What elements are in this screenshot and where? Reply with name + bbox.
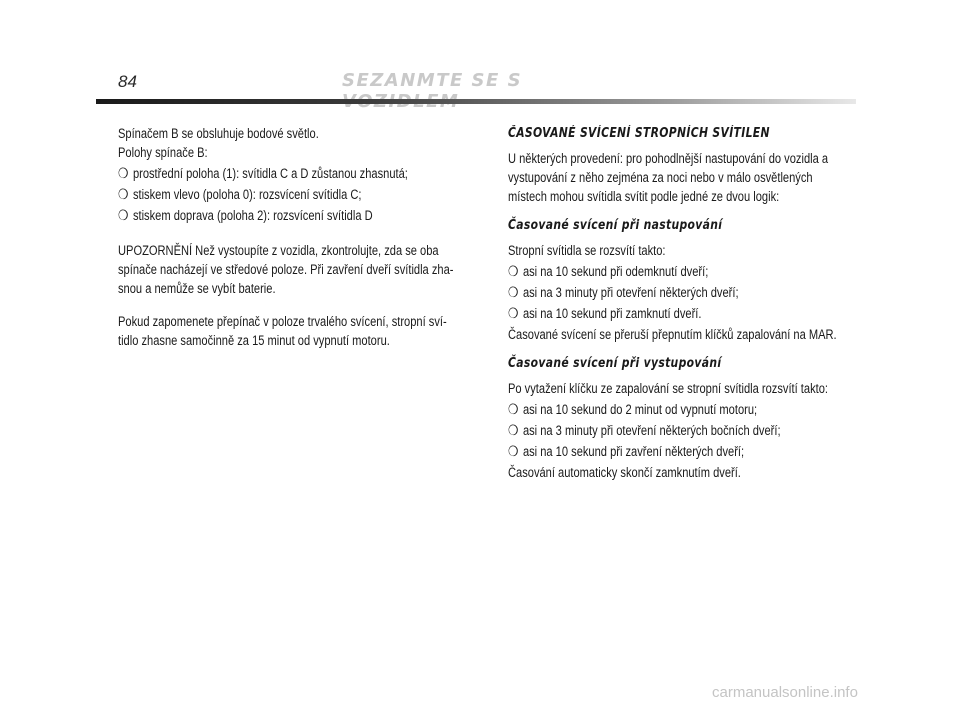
list-item [508, 262, 857, 281]
bullet-circle-icon: ❍ [508, 263, 519, 279]
paragraph-spot-light: Spínačem B se obsluhuje bodové světlo. [118, 126, 319, 141]
list-item [118, 206, 475, 225]
paragraph-switch-positions: Polohy spínače B: [118, 145, 208, 160]
section-intro [508, 149, 857, 206]
exit-note: Časování automaticky skončí zamknutím dveří. [508, 465, 741, 480]
intro-line: vystupování z něho zejména za noci nebo v málo osvětlených [508, 170, 813, 185]
right-column [508, 124, 857, 482]
exit-intro: Po vytažení klíčku ze zapalování se stropní svítidla rozsvítí takto: [508, 381, 828, 396]
bullet-circle-icon: ❍ [508, 305, 519, 321]
list-item-text: prostřední poloha (1): svítidla C a D zůstanou zhasnutá; [132, 166, 408, 181]
entry-note: Časované svícení se přeruší přepnutím klíčků zapalování na MAR. [508, 327, 837, 342]
running-title: SEZANMTE SE S [342, 70, 523, 91]
entry-intro: Stropní svítidla se rozsvítí takto: [508, 243, 666, 258]
intro-line: U některých provedení: pro pohodlnější nastupování do vozidla a [508, 151, 829, 166]
list-item-text: asi na 3 minuty při otevření některých dveří; [522, 285, 739, 300]
intro-line: místech mohou svítidla svítit podle jedné ze dvou logik: [508, 189, 780, 204]
section-heading: ČASOVANÉ SVÍCENÍ STROPNÍCH SVÍTILEN [508, 126, 770, 141]
watermark: carmanualsonline.info [712, 684, 858, 701]
list-item-text: asi na 10 sekund do 2 minut od vypnutí motoru; [522, 402, 758, 417]
list-item [508, 421, 857, 440]
list-item-text: asi na 10 sekund při zamknutí dveří. [522, 306, 702, 321]
bullet-circle-icon: ❍ [508, 443, 519, 459]
bullet-circle-icon: ❍ [118, 165, 129, 181]
bullet-circle-icon: ❍ [508, 284, 519, 300]
warning-paragraph [118, 241, 475, 298]
list-item-text: asi na 10 sekund při odemknutí dveří; [522, 264, 709, 279]
warning-line: snou a nemůže se vybít baterie. [118, 281, 276, 296]
spacer [508, 206, 857, 216]
bullet-circle-icon: ❍ [118, 186, 129, 202]
list-item-text: asi na 10 sekund při zavření některých dveří; [522, 444, 745, 459]
spacer [508, 344, 857, 354]
note-line: Pokud zapomenete přepínač v poloze trvalého svícení, stropní sví- [118, 314, 447, 329]
page-number: 84 [118, 72, 137, 91]
list-item [508, 442, 857, 461]
note-line: tidlo zhasne samočinně za 15 minut od vypnutí motoru. [118, 333, 390, 348]
note-paragraph [118, 312, 475, 350]
header-rule [96, 99, 856, 104]
list-item-text: stiskem vlevo (poloha 0): rozsvícení svítidla C; [132, 187, 362, 202]
subsection-heading-entry: Časované svícení při nastupování [508, 218, 723, 233]
list-item [118, 164, 475, 183]
subsection-heading-exit: Časované svícení při vystupování [508, 356, 722, 371]
spacer [118, 298, 475, 312]
spacer [118, 227, 475, 241]
warning-line: UPOZORNĚNÍ Než vystoupíte z vozidla, zkontrolujte, zda se oba [118, 243, 439, 258]
list-item [508, 283, 857, 302]
warning-line: spínače nacházejí ve středové poloze. Při zavření dveří svítidla zha- [118, 262, 454, 277]
left-column [118, 124, 475, 350]
list-item-text: asi na 3 minuty při otevření některých bočních dveří; [522, 423, 781, 438]
bullet-circle-icon: ❍ [508, 401, 519, 417]
bullet-circle-icon: ❍ [508, 422, 519, 438]
list-item [508, 400, 857, 419]
bullet-circle-icon: ❍ [118, 207, 129, 223]
list-item [118, 185, 475, 204]
list-item-text: stiskem doprava (poloha 2): rozsvícení svítidla D [132, 208, 373, 223]
list-item [508, 304, 857, 323]
